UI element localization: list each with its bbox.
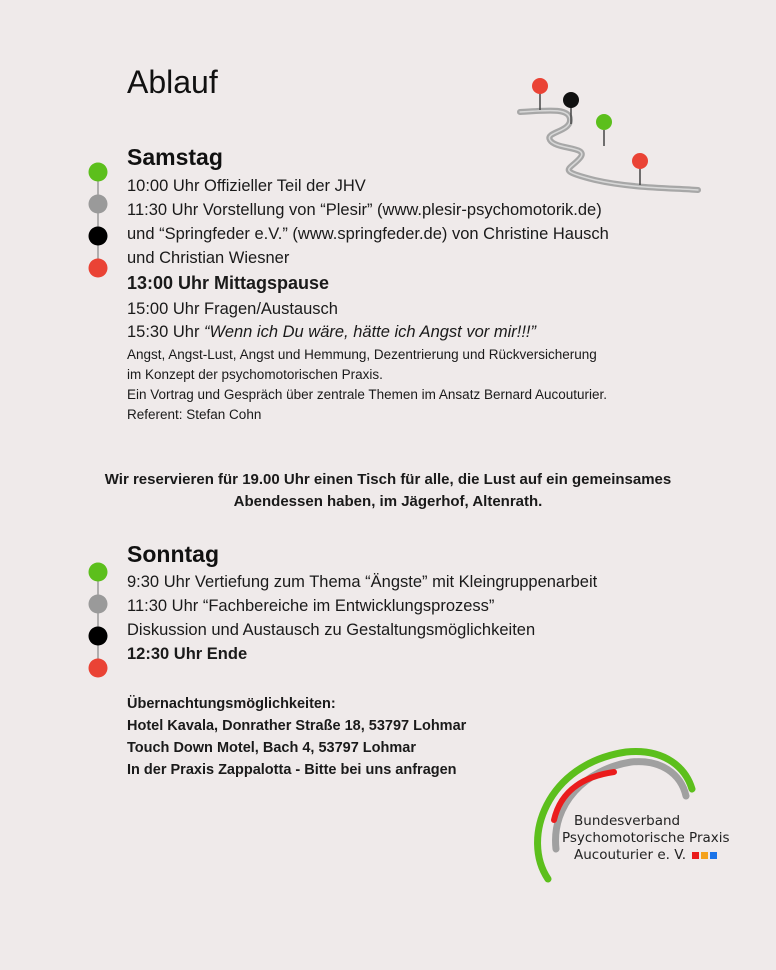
speaker-line: Referent: Stefan Cohn (127, 407, 262, 422)
description-line: Ein Vortrag und Gespräch über zentrale Themen im Ansatz Bernard Aucouturier. (127, 387, 608, 402)
schedule-line: 11:30 Uhr “Fachbereiche im Entwicklungsprozess” (127, 597, 495, 615)
description-line: Angst, Angst-Lust, Angst und Hemmung, Dezentrierung und Rückversicherung (127, 347, 597, 362)
red-dot-icon (89, 259, 108, 278)
green-dot-icon (89, 163, 108, 182)
accommodation-heading: Übernachtungsmöglichkeiten: (127, 696, 336, 712)
black-dot-icon (89, 227, 108, 246)
accommodation-item: Hotel Kavala, Donrather Straße 18, 53797 Lohmar (127, 718, 467, 734)
red-pin-icon (632, 153, 648, 185)
gray-dot-icon (89, 595, 108, 614)
saturday-heading: Samstag (127, 144, 223, 170)
black-dot-icon (89, 627, 108, 646)
schedule-line: und “Springfeder e.V.” (www.springfeder.de) von Christine Hausch (127, 225, 609, 243)
schedule-line: und Christian Wiesner (127, 249, 290, 267)
lunch-break: 13:00 Uhr Mittagspause (127, 273, 330, 293)
sunday-heading: Sonntag (127, 541, 219, 567)
sunday-schedule (127, 570, 597, 666)
black-pin-icon (563, 92, 579, 124)
logo-line: Aucouturier e. V. (574, 847, 687, 863)
schedule-line: Diskussion und Austausch zu Gestaltungsmöglichkeiten (127, 621, 536, 639)
logo-line: Bundesverband (574, 813, 681, 829)
logo-line-with-squares (574, 847, 717, 864)
talk-title: “Wenn ich Du wäre, hätte ich Angst vor mir!!!” (204, 323, 536, 341)
schedule-line: 9:30 Uhr Vertiefung zum Thema “Ängste” mit Kleingruppenarbeit (127, 573, 598, 591)
blue-square-icon (710, 852, 717, 859)
association-logo (526, 744, 731, 884)
talk-line (127, 320, 536, 344)
green-dot-icon (89, 563, 108, 582)
logo-line: Psychomotorische Praxis (562, 830, 730, 846)
talk-description (127, 345, 607, 425)
sunday-timeline (86, 561, 110, 679)
accommodation (127, 693, 466, 781)
accommodation-item: In der Praxis Zappalotta - Bitte bei uns anfragen (127, 762, 457, 778)
red-dot-icon (89, 659, 108, 678)
orange-square-icon (701, 852, 708, 859)
accommodation-item: Touch Down Motel, Bach 4, 53797 Lohmar (127, 740, 416, 756)
schedule-line: 11:30 Uhr Vorstellung von “Plesir” (www.plesir-psychomotorik.de) (127, 201, 602, 219)
saturday-timeline (86, 160, 110, 280)
saturday-schedule (127, 174, 609, 270)
talk-time: 15:30 Uhr (127, 323, 205, 341)
end-line: 12:30 Uhr Ende (127, 645, 248, 663)
schedule-line: 15:00 Uhr Fragen/Austausch (127, 300, 338, 318)
dinner-note-line: Abendessen haben, im Jägerhof, Altenrath. (233, 493, 543, 510)
green-pin-icon (596, 114, 612, 146)
gray-dot-icon (89, 195, 108, 214)
dinner-note-line: Wir reservieren für 19.00 Uhr einen Tisch für alle, die Lust auf ein gemeinsames (104, 471, 672, 488)
dinner-note (0, 469, 776, 513)
red-square-icon (692, 852, 699, 859)
description-line: im Konzept der psychomotorischen Praxis. (127, 367, 383, 382)
red-pin-icon (532, 78, 548, 110)
schedule-line: 10:00 Uhr Offizieller Teil der JHV (127, 177, 366, 195)
page-title: Ablauf (127, 64, 218, 100)
